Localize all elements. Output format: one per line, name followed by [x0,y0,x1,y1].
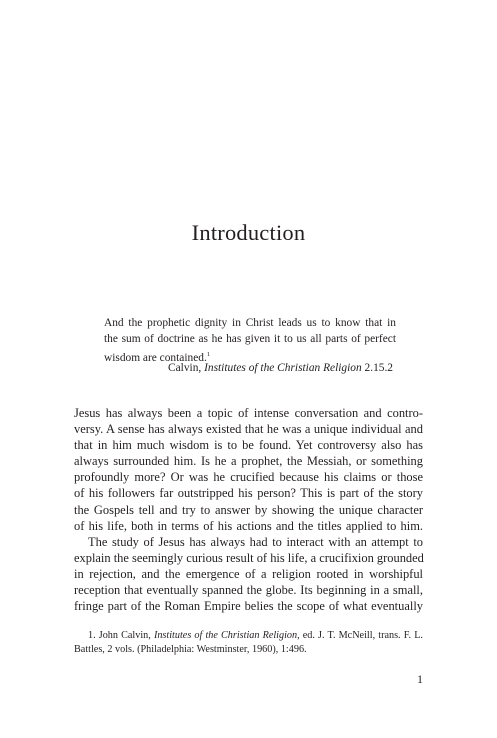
body-line: explain the seemingly curious result of his life, a crucifixion grounded [74,550,424,565]
epigraph-line: And the prophetic dignity in Christ leads us to know that in [104,317,396,329]
footnote-details: , ed. J. T. McNeill, trans. F. L. [297,630,423,641]
body-line: fringe part of the Roman Empire belies the scope of what eventually [74,599,423,614]
body-line: of his followers far outstripped his person? This is part of the story [74,486,423,501]
body-line: profoundly more? Or was he crucified because his claims or those [74,470,423,485]
body-text [74,405,423,614]
chapter-title: Introduction [191,220,306,245]
footnote-reference[interactable]: 1 [206,351,211,358]
body-line: The study of Jesus has always had to interact with an attempt to [88,534,423,549]
epigraph [104,316,396,367]
epigraph-line-text: wisdom are contained. [104,352,207,364]
footnote-line: Battles, 2 vols. (Philadelphia: Westminster, 1960), 1:496. [74,644,307,655]
attribution-reference: 2.15.2 [361,362,393,374]
page-number: 1 [417,672,423,686]
body-line: versy. A sense has always existed that he was a unique individual and [74,422,423,437]
body-line: always surrounded him. Is he a prophet, the Messiah, or something [74,454,423,469]
body-line: in rejection, and the emergence of a religion rooted in worshipful [74,566,423,581]
body-line: reception that eventually spanned the globe. Its beginning in a small, [74,583,423,598]
epigraph-line: the sum of doctrine as he has given it to us all parts of perfect [104,332,396,345]
footnote [74,629,423,657]
attribution-author: Calvin, [168,362,205,374]
body-line: the Gospels tell and try to answer by showing the unique character [74,502,423,517]
body-line: that in him much wisdom is to be found. Yet controversy also has [74,438,423,453]
footnote-line [74,629,423,643]
body-line: of his life, both in terms of his actions and the titles applied to him. [74,518,423,533]
attribution-work: Institutes of the Christian Religion [204,362,362,374]
footnote-prefix: 1. John Calvin, [88,630,154,641]
epigraph-attribution [168,361,393,376]
footnote-work: Institutes of the Christian Religion [153,630,298,641]
body-line: Jesus has always been a topic of intense conversation and contro- [74,406,423,420]
